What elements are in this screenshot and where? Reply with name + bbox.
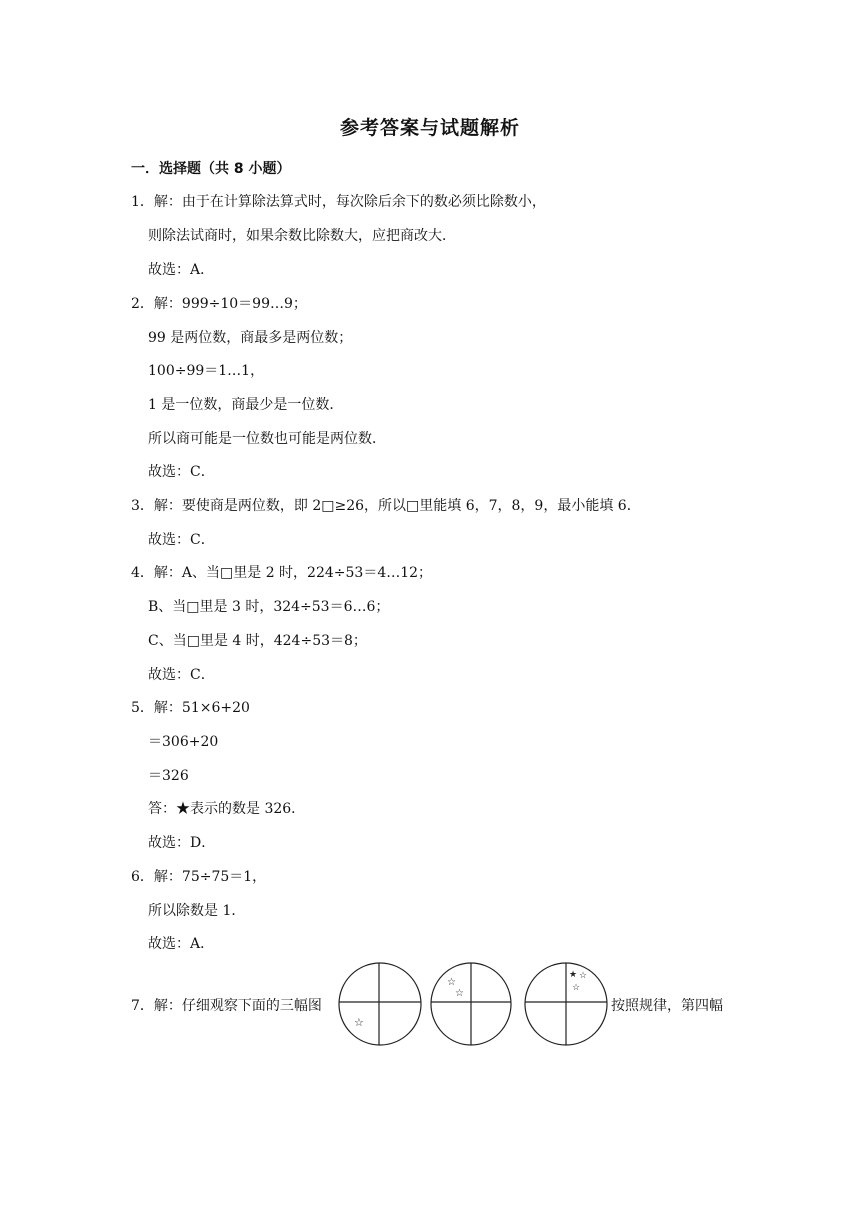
star-icon: ☆ — [447, 977, 456, 988]
q5-line-3: ＝326 — [148, 768, 189, 784]
q2-lead: 2．解：999÷10＝99…9； — [131, 296, 307, 312]
q4-lead: 4．解：A、当□里是 2 时，224÷53＝4…12； — [131, 565, 433, 581]
q2-answer: 故选：C． — [148, 464, 215, 480]
star-icon: ★ — [569, 970, 578, 980]
q5-lead: 5．解：51×6+20 — [131, 700, 250, 716]
q4-line-3: C、当□里是 4 时，424÷53＝8； — [148, 633, 367, 649]
q5-answer: 故选：D． — [148, 835, 216, 851]
q1-line-2: 则除法试商时，如果余数比除数大，应把商改大． — [148, 228, 456, 244]
star-icon: ☆ — [354, 1016, 364, 1029]
q2-line-5: 所以商可能是一位数也可能是两位数． — [148, 431, 386, 447]
q6-answer: 故选：A． — [148, 936, 215, 952]
q4-line-2: B、当□里是 3 时，324÷53＝6…6； — [148, 599, 390, 615]
figure-1 — [337, 961, 423, 1047]
figure-2 — [429, 961, 513, 1047]
q1-lead: 1．解：由于在计算除法算式时，每次除后余下的数必须比除数小， — [131, 194, 546, 210]
q6-lead: 6．解：75÷75＝1， — [131, 869, 267, 885]
star-icon: ☆ — [572, 983, 581, 993]
q6-line-2: 所以除数是 1． — [148, 903, 246, 919]
q3-answer: 故选：C． — [148, 532, 215, 548]
q2-line-4: 1 是一位数，商最少是一位数． — [148, 397, 344, 413]
figure-3 — [523, 961, 609, 1047]
q2-line-2: 99 是两位数，商最多是两位数； — [148, 330, 353, 346]
q1-answer: 故选：A． — [148, 262, 215, 278]
q5-line-2: ＝306+20 — [148, 734, 219, 750]
q7-tail: 按照规律，第四幅 — [611, 998, 723, 1014]
q5-line-4: 答：★表示的数是 326． — [148, 801, 306, 817]
q7-figures — [337, 961, 609, 1047]
q4-answer: 故选：C． — [148, 667, 215, 683]
q3-lead: 3．解：要使商是两位数，即 2□≥26，所以□里能填 6，7，8，9，最小能填 6． — [131, 498, 641, 514]
star-icon: ☆ — [455, 988, 464, 999]
q7-lead: 7．解：仔细观察下面的三幅图 — [131, 998, 322, 1014]
q2-line-3: 100÷99＝1…1， — [148, 363, 265, 379]
page-title: 参考答案与试题解析 — [339, 117, 520, 139]
star-icon: ☆ — [579, 971, 588, 981]
section-heading: 一．选择题（共 8 小题） — [131, 161, 291, 177]
